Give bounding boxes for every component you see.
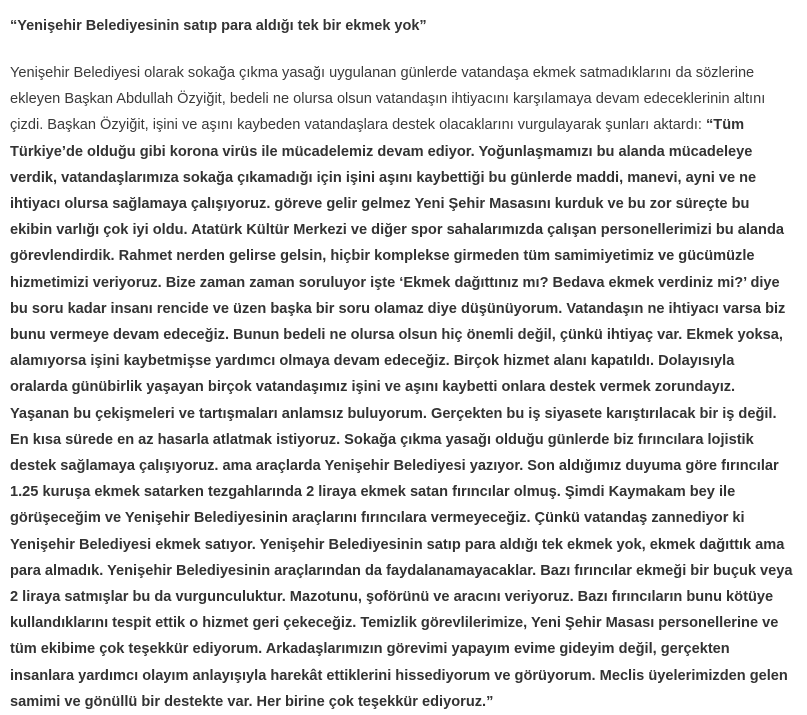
article-paragraph	[10, 60, 795, 715]
article-headline: “Yenişehir Belediyesinin satıp para aldığı tek bir ekmek yok”	[10, 18, 427, 34]
article-intro-text: Yenişehir Belediyesi olarak sokağa çıkma yasağı uygulanan günlerde vatandaşa ekmek satmadıklarını da sözlerine ekleyen Başkan Abdullah Özyiğit, bedeli ne olursa olsun vatandaşın ihtiyacını karşılamaya devam edeceklerinin altını çizdi. Başkan Özyiğit, işini ve aşını kaybeden vatandaşlara destek olacaklarını vurgulayarak şunları aktardı:	[10, 65, 766, 134]
article-quote-text: “Tüm Türkiye’de olduğu gibi korona virüs ile mücadelemiz devam ediyor. Yoğunlaşmamızı bu alanda mücadeleye verdik, vatandaşlarımıza sokağa çıkamadığı için işini aşını kaybettiği bu günlerde maddi, manevi, ayni ve ne ihtiyacı olursa sağlamaya çalışıyoruz. göreve gelir gelmez Yeni Şehir Masasını kurduk ve bu zor süreçte bu ekibin varlığı çok iyi oldu. Atatürk Kültür Merkezi ve diğer spor sahalarımızda çalışan personellerimizi bu alanda görevlendirdik. Rahmet nerden gelirse gelsin, hiçbir komplekse girmeden tüm samimiyetimiz ve gücümüzle hizmetimizi veriyoruz. Bize zaman zaman soruluyor işte ‘Ekmek dağıttınız mı? Bedava ekmek verdiniz mi?’ diye bu soru kadar insanı rencide ve üzen başka bir soru olamaz diye düşünüyorum. Vatandaşın ne ihtiyacı varsa biz bunu vermeye devam edeceğiz. Bunun bedeli ne olursa olsun hiç önemli değil, çünkü ihtiyaç var. Ekmek yoksa, alamıyorsa işini kaybetmişse yardımcı olmaya devam edeceğiz. Birçok hizmet alanı kapatıldı. Dolayısıyla oralarda günübirlik yaşayan birçok vatandaşımız işini ve aşını kaybetti onlara destek vermek zorundayız. Yaşanan bu çekişmeleri ve tartışmaları anlamsız buluyorum. Gerçekten bu iş siyasete karıştırılacak bir iş değil. En kısa sürede en az hasarla atlatmak istiyoruz. Sokağa çıkma yasağı olduğu günlerde biz fırıncılara lojistik destek sağlamaya çalışıyoruz. ama araçlarda Yenişehir Belediyesi yazıyor. Son aldığımız duyuma göre fırıncılar 1.25 kuruşa ekmek satarken tezgahlarında 2 liraya ekmek satan fırıncılar olmuş. Şimdi Kaymakam bey ile görüşeceğim ve Yenişehir Belediyesinin araçlarını fırıncılara vermeyeceğiz. Çünkü vatandaş zannediyor ki Yenişehir Belediyesi ekmek satıyor. Yenişehir Belediyesinin satıp para aldığı tek ekmek yok, ekmek dağıttık ama para almadık. Yenişehir Belediyesinin araçlarından da faydalanamayacaklar. Bazı fırıncılar ekmeği bir buçuk veya 2 liraya satmışlar bu da vurgunculuktur. Mazotunu, şoförünü ve aracını veriyoruz. Bazı fırıncıların bunu kötüye kullandıklarını tespit ettik o hizmet geri çekeceğiz. Temizlik görevlilerimize, Yeni Şehir Masası personellerine ve tüm ekibime çok teşekkür ediyorum. Arkadaşlarımızın görevimi yapayım evime gideyim değil, gerçekten insanlara yardımcı olayım anlayışıyla harekât ettiklerini hissediyorum ve görüyorum. Meclis üyelerimizden gelen samimi ve gönüllü bir destekte var. Her birine çok teşekkür ediyoruz.”	[10, 117, 793, 710]
